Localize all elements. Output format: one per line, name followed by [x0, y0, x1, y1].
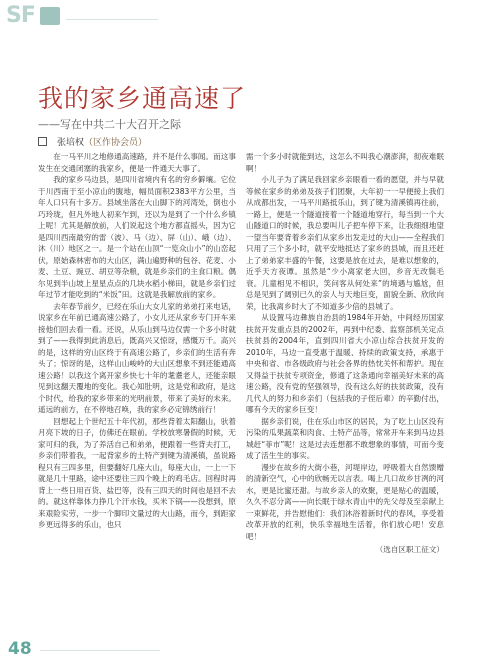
paragraph: 据乡亲们说，住在乐山市区的居民，为了吃上山区没有污染的瓜果蔬菜和肉食、土特产品等，常常开车来到马边县城赶“菲市”呢！这是过去连想都不敢想象的事情，可而今变成了活生生的事实。 [246, 416, 444, 460]
paragraph: 漫步在故乡的大街小巷，河堤岸边，呼吸着大自然馈赠的清新空气，心中的欣畅无以言表。喝上几口故乡甘冽的河水，更是比蜜还甜。与故乡亲人的欢聚，更是贴心的温暖，久久不忍分离——向长眠于绿水青山中的先父母及至亲献上一束鲜花，并告慰他们：我们沐浴着新时代的春风，享受着改革开放的红利，快乐幸福地生活着，你们放心吧！安息吧！ [246, 462, 444, 541]
header-divider [66, 19, 158, 20]
paragraph: 在一马平川之地修通高速路，并不是什么事闻。而这事发生在交通闭塞的我家乡，便是一件通天大事了。 [38, 152, 236, 173]
paragraph: 回想起上个世纪五十年代初，那些背着太阳翻山，驮着月亮下坡的日子，仿佛还在眼前。学校放寒暑假的时候，无家可归的我，为了养活自己和弟弟，便跟着一些背夫打工，乡亲们带着我，一起背家乡的土特产到键为清溪镇，虽说路程只有三四多里，但要翻好几座大山，每座大山，一上一下就是几十里路，途中还要往三四个晚上的鸡毛店。回程时再背上一些日用百货、盐巴等，没有三四天的时间也是回不去的。就这样靠体力挣几个汗水钱，买米下锅——没想到，原来艰险实劳，一步一个脚印文量过的大山路，而今，到距家乡更远得多的乐山，也只 [38, 416, 236, 529]
page-number: 48 [8, 639, 32, 659]
magazine-logo [6, 4, 68, 28]
article-subtitle: ——写在中共二十大召开之际 [38, 118, 181, 131]
logo-text: SF [6, 3, 35, 28]
paragraph: 去年春节前夕，已经在乐山大女儿家的弟弟打来电话，说家乡在年前已通高速公路了，小女儿还从家乡专门开车来接他们回去看一看。还说，从乐山到马边仅需一个多小时就到了——我得到此消息后，既高兴又惊讶，感慨万千。高兴的是，这样的穷山区终于有高速公路了，乡亲们的生活有奔头了；惊讶的是，这样山山峻岭的大山区想象不到还能通高速公路！以我这个离开家乡快七十年的耄耋老人，还能亲眼见到这翻天覆地的变化。我心知肚明，这是党和政府，是这个时代，给我的家乡带来的光明前景，带来了美好的未来。遥远的前方，在不停地召唤，我的家乡必定锦绣前行！ [38, 301, 236, 414]
article-column-left [38, 151, 236, 631]
footer-divider [40, 650, 160, 651]
article-source: （选自区职工征文） [375, 545, 444, 554]
byline [38, 137, 147, 149]
paragraph: 从设置马边彝族自治县的1984年开始，中间经历国家扶贫开发重点县的2002年，再到中纪委、监察部机关定点扶贫县的2004年，直到四川省大小凉山综合扶贫开发的2010年，马边一直受惠于温暖、持续的政策支持，承惠于中央和省、市各级政府与社会各界的热忱关怀和帮护。现在又得益于扶贫专项资金，修通了这条通向幸福美好未来的高速公路，没有党的坚强领导，没有这么好的扶贫政策，没有几代人的努力和乡亲们（包括我的子侄后辈）的辛勤付出，哪有今天的家乡巨变！ [246, 313, 444, 414]
paragraph-continued: 需一个多小时就能到达，这怎么不叫我心潮澎湃，彻夜难眠啊！ [246, 152, 444, 173]
article-column-right [246, 151, 444, 631]
byline-box-icon [38, 137, 47, 146]
article-title: 我的家乡通高速了 [38, 84, 247, 113]
paragraph: 小儿子为了满足我回家乡亲眼看一看的愿望，并与早就等候在家乡的弟弟及孩子们团聚，大年初一一早便接上我们从成都出发，一马平川路抵乐山，到了键为清溪镇再往前，一路上，便是一个隧道接着一个隧道地穿行，每当到一个大山隧道口的时候，我总要叫儿子把车停下来，让我细细地望一望当年要背着乡亲们从家乡出发走过的大山——全程我们只用了三个多小时，就平安地抵达了家乡的县城，而且还赶上了弟弟家丰盛的午餐，这要是放在过去，是难以想象的，近乎天方夜谭。虽然是“少小离家老大回，乡音无改鬓毛衰。儿童相见不相识，笑问客从何处来”的境遇与尴尬，但总是见到了阔别已久的亲人与天地巨变，面貌全新、欣欣向荣，比我离乡时大了不知道多少倍的县城了。 [246, 175, 444, 311]
paragraph: 我的家乡马边县，是四川省境内有名的穷乡僻壤。它位于川西南于至小凉山的腹地，幅员面积2383平方公里，当年人口只有十多万。县域坐落在大山脚下的河湾处，倒也小巧玲珑，但凡外地人初来乍到，还以为是到了一个什么乡镇上呢！尤其是解放前，人们说起这个地方都直摇头，因为它是四川西南最穷的雷（波）、马（边）、屏（山）、峨（边）、沐（川）地区之一。是一个站在山顶“一览众山小”的山峦起伏，原始森林密布的大山区，满山遍野种的包谷、花麦、小麦、土豆、豌豆、胡豆等杂粮，就是乡亲们的主食口粮。偶尔见到半山坡上星星点点的几块水稻小梯田，就是乡亲们过年过节才能吃到的“米饭”田。这就是我解放前的家乡。 [38, 175, 236, 299]
author-name: 张培权 [57, 138, 85, 148]
logo-seal-icon [40, 7, 60, 25]
author-note: （区作协会员） [84, 138, 148, 148]
